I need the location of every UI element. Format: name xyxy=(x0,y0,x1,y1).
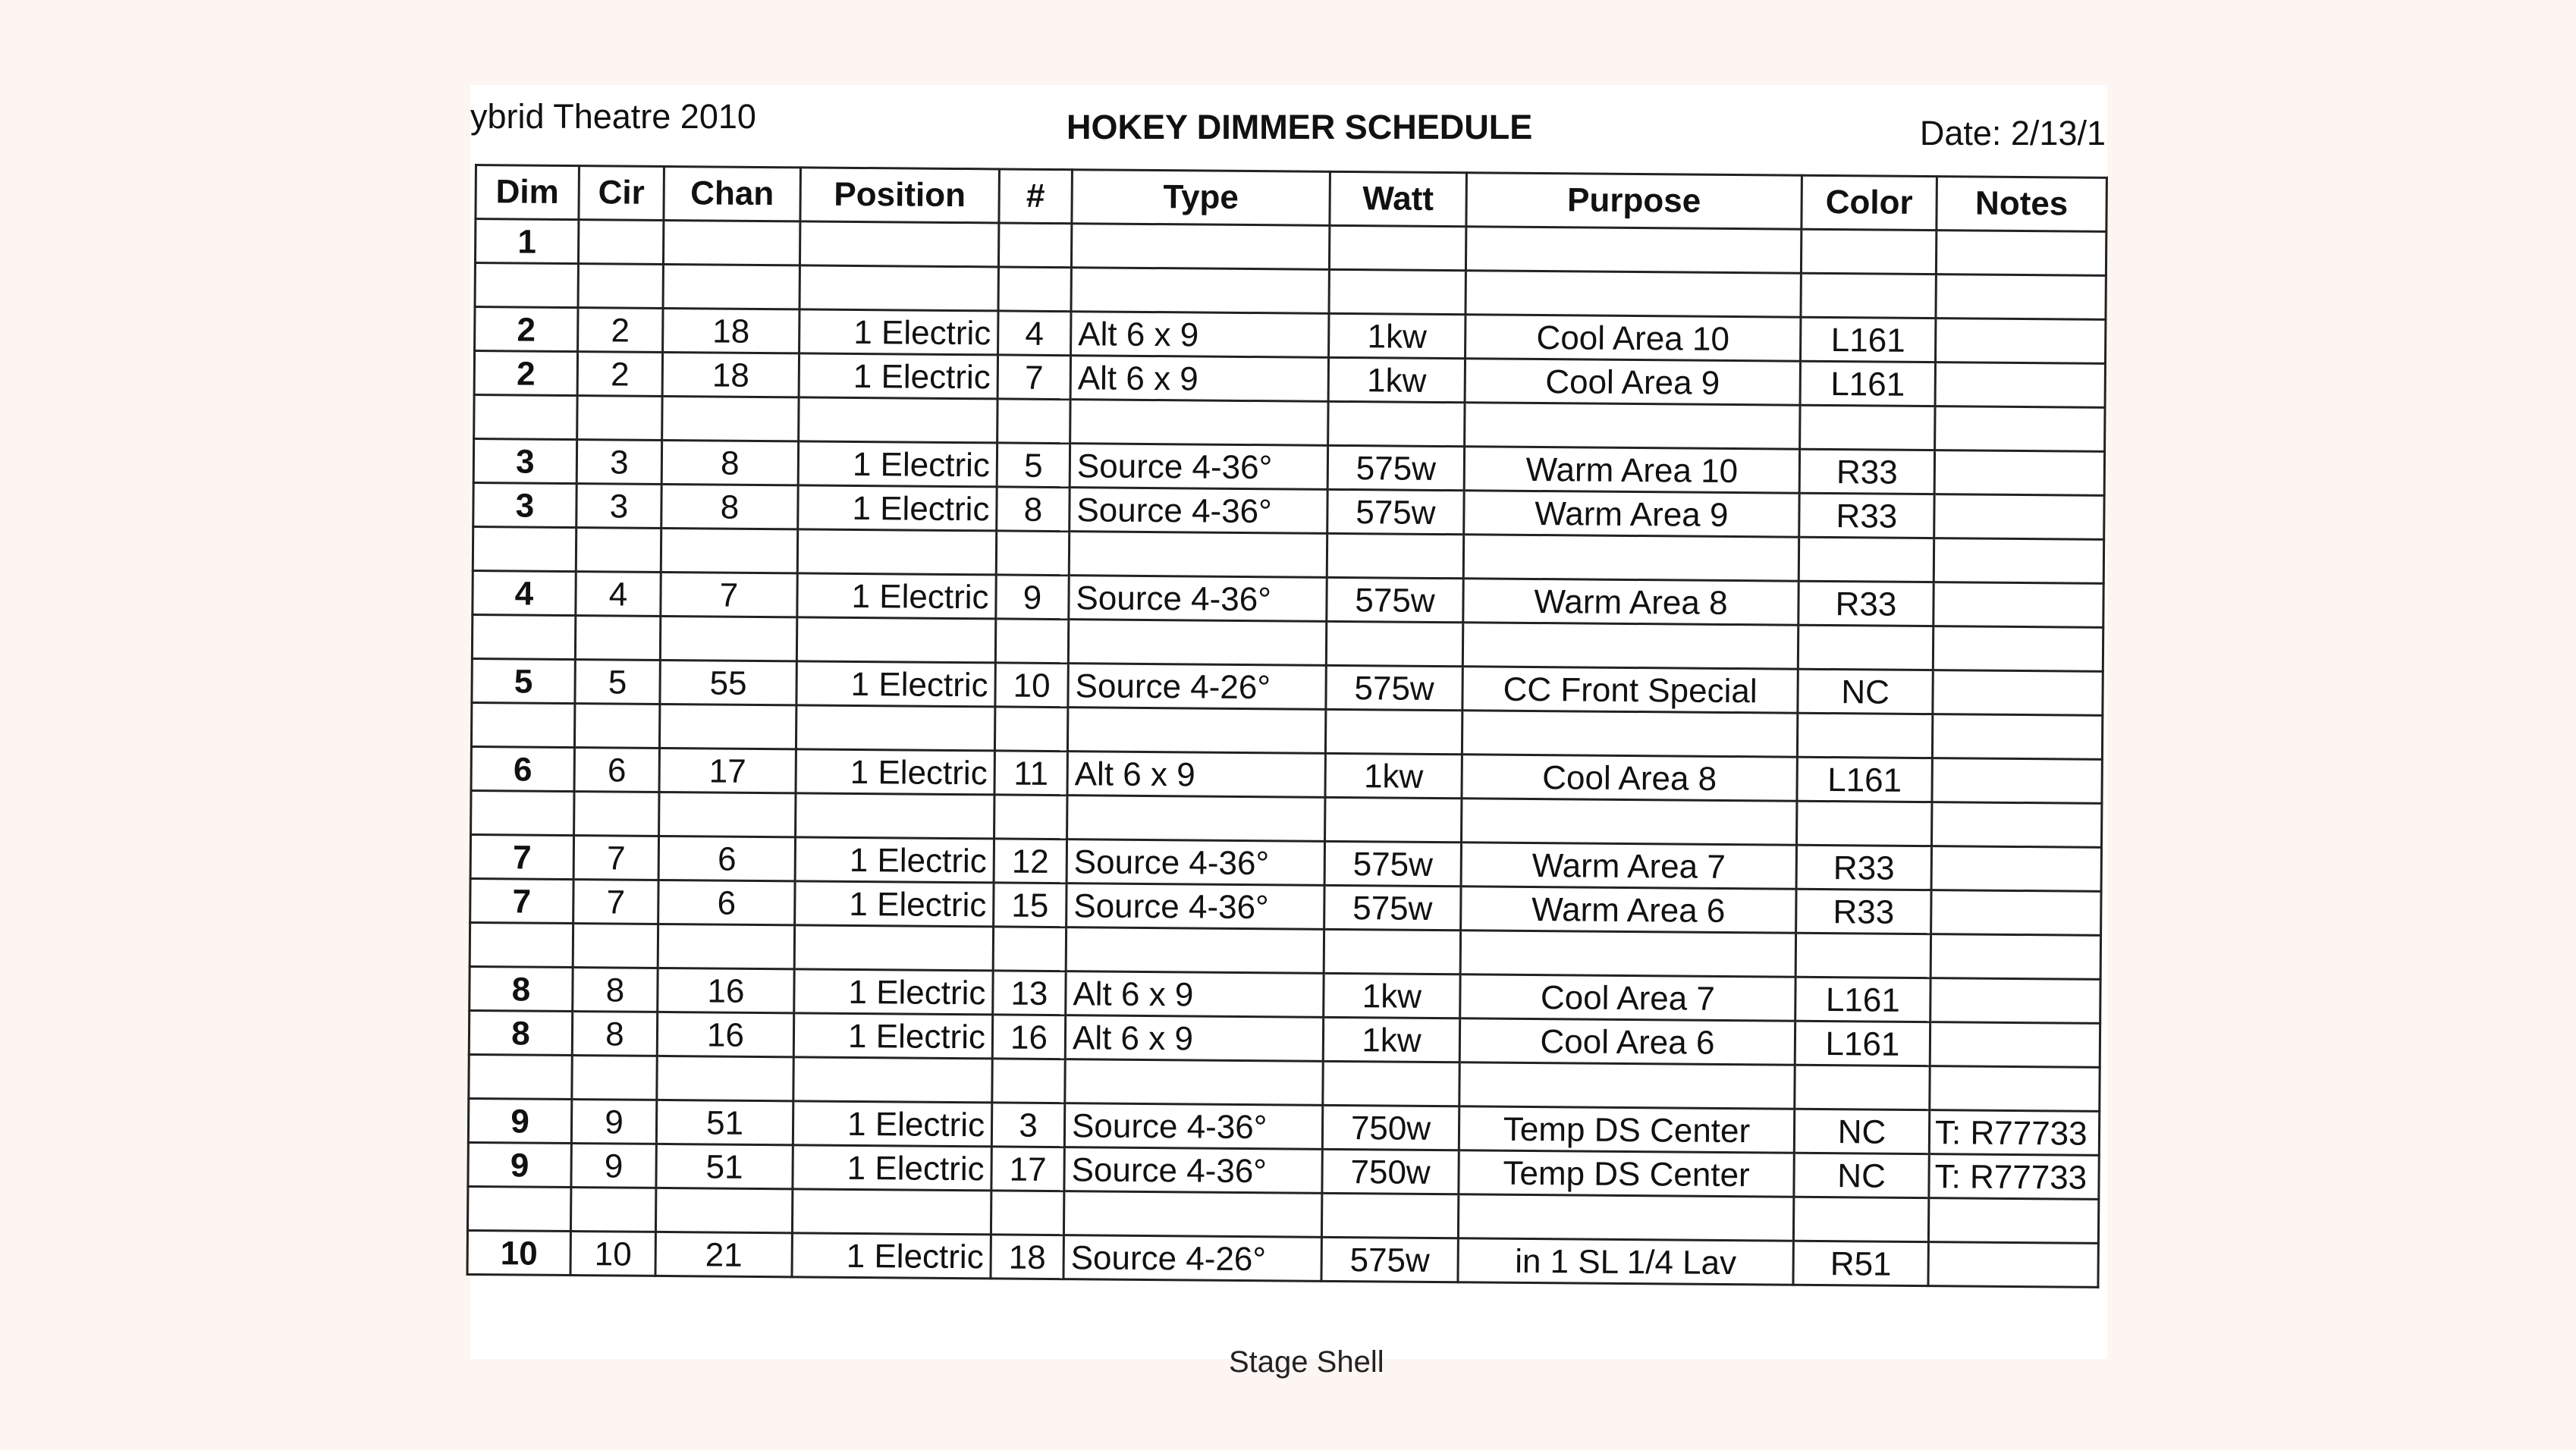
document-date: Date: 2/13/1 xyxy=(1919,114,2106,152)
cell-num: 15 xyxy=(994,883,1067,927)
cell-purpose: Warm Area 10 xyxy=(1464,447,1799,493)
cell-typ: Alt 6 x 9 xyxy=(1065,1015,1323,1062)
cell-cir: 9 xyxy=(571,1144,656,1188)
cell-note xyxy=(1928,1242,2098,1288)
cell-chan: 16 xyxy=(657,1012,793,1056)
cell-note xyxy=(1931,846,2101,892)
cell-dim: 6 xyxy=(471,746,574,791)
cell-purpose xyxy=(1465,403,1800,449)
cell-cir: 4 xyxy=(576,572,661,617)
cell-pos xyxy=(792,1189,991,1235)
cell-watt xyxy=(1324,929,1460,974)
cell-color xyxy=(1798,537,1934,582)
cell-pos: 1 Electric xyxy=(799,353,997,399)
cell-dim: 4 xyxy=(473,570,576,615)
cell-color: L161 xyxy=(1801,317,1936,362)
cell-typ: Alt 6 x 9 xyxy=(1070,356,1328,402)
cell-note: T: R77733 xyxy=(1929,1154,2099,1200)
cell-cir xyxy=(574,792,659,836)
cell-dim: 2 xyxy=(474,351,577,396)
cell-chan xyxy=(660,616,796,661)
cell-pos: 1 Electric xyxy=(796,749,994,795)
cell-watt: 1kw xyxy=(1323,1017,1459,1062)
cell-color xyxy=(1795,1065,1930,1109)
cell-chan xyxy=(658,924,794,968)
cell-typ: Source 4-36° xyxy=(1067,883,1324,930)
cell-cir: 8 xyxy=(572,1012,657,1056)
cell-chan: 8 xyxy=(661,440,798,485)
cell-chan: 8 xyxy=(661,484,798,529)
cell-note xyxy=(1934,582,2103,628)
cell-typ xyxy=(1066,927,1324,974)
cell-watt: 575w xyxy=(1321,1237,1458,1282)
cell-cir xyxy=(574,704,659,749)
cell-typ: Source 4-36° xyxy=(1064,1147,1322,1194)
scanned-document xyxy=(470,85,2107,1379)
cell-typ xyxy=(1070,400,1328,446)
cell-note xyxy=(1933,626,2103,672)
cell-pos xyxy=(796,705,994,751)
cell-note: T: R77733 xyxy=(1929,1110,2099,1156)
cell-note xyxy=(1933,670,2103,716)
column-header-purpose: Purpose xyxy=(1466,173,1802,229)
cell-cir: 2 xyxy=(577,352,662,397)
cell-num xyxy=(998,267,1071,312)
cell-color xyxy=(1793,1197,1928,1241)
dimmer-schedule-table xyxy=(466,164,2107,1288)
cell-typ xyxy=(1071,268,1329,314)
cell-note xyxy=(1934,450,2104,496)
cell-pos xyxy=(800,221,998,267)
cell-purpose: Cool Area 10 xyxy=(1465,315,1801,361)
cell-purpose xyxy=(1462,711,1797,757)
cell-num xyxy=(993,927,1066,971)
cell-pos: 1 Electric xyxy=(798,441,997,487)
cell-dim xyxy=(470,922,573,967)
cell-note xyxy=(1930,1066,2100,1112)
cell-cir: 3 xyxy=(576,440,661,485)
cell-watt: 575w xyxy=(1326,665,1462,710)
cell-color: R33 xyxy=(1798,581,1934,626)
cell-chan: 17 xyxy=(659,748,796,792)
cell-note xyxy=(1931,802,2101,848)
cell-watt xyxy=(1321,1193,1458,1238)
cell-note xyxy=(1936,231,2106,276)
cell-dim xyxy=(471,790,574,835)
cell-cir: 8 xyxy=(573,968,658,1012)
cell-num xyxy=(992,1059,1065,1103)
table-body xyxy=(467,219,2106,1288)
cell-dim: 2 xyxy=(475,307,578,352)
cell-dim: 8 xyxy=(470,966,573,1011)
cell-cir xyxy=(578,220,663,265)
cell-chan xyxy=(659,704,796,749)
cell-dim: 9 xyxy=(468,1142,571,1187)
cell-watt: 575w xyxy=(1324,841,1461,886)
cell-dim xyxy=(472,614,575,659)
cell-dim: 1 xyxy=(475,219,578,264)
cell-pos: 1 Electric xyxy=(800,309,998,355)
cell-pos xyxy=(797,529,996,575)
footer-text: Stage Shell xyxy=(1229,1345,1384,1379)
cell-pos xyxy=(800,265,998,311)
cell-color xyxy=(1801,273,1936,318)
cell-chan xyxy=(663,264,800,309)
cell-purpose: CC Front Special xyxy=(1462,667,1798,713)
cell-purpose: Warm Area 9 xyxy=(1464,491,1799,537)
theatre-name: ybrid Theatre 2010 xyxy=(470,97,756,136)
cell-dim xyxy=(474,395,577,440)
column-header-watt: Watt xyxy=(1330,171,1467,226)
cell-dim xyxy=(471,702,574,747)
column-header-color: Color xyxy=(1802,175,1937,230)
cell-watt: 1kw xyxy=(1324,973,1460,1018)
cell-watt: 750w xyxy=(1322,1149,1459,1194)
cell-num xyxy=(991,1191,1063,1235)
cell-color: NC xyxy=(1794,1153,1929,1197)
cell-watt: 750w xyxy=(1322,1105,1459,1150)
cell-typ: Source 4-26° xyxy=(1063,1235,1321,1282)
cell-pos xyxy=(793,1057,992,1103)
cell-color: L161 xyxy=(1797,757,1932,802)
cell-typ xyxy=(1065,1059,1323,1106)
cell-note xyxy=(1928,1198,2098,1244)
cell-chan: 18 xyxy=(662,352,799,397)
cell-note xyxy=(1930,1022,2100,1068)
cell-pos: 1 Electric xyxy=(793,1145,991,1191)
cell-color: L161 xyxy=(1795,977,1930,1022)
cell-cir: 10 xyxy=(570,1232,655,1276)
column-header-typ: Type xyxy=(1072,170,1330,226)
cell-note xyxy=(1934,538,2103,584)
cell-purpose xyxy=(1458,1194,1793,1241)
cell-typ: Source 4-36° xyxy=(1070,488,1327,534)
cell-dim: 7 xyxy=(470,834,573,879)
cell-num xyxy=(994,795,1067,840)
cell-num: 11 xyxy=(994,751,1067,796)
cell-purpose: Temp DS Center xyxy=(1459,1150,1794,1197)
cell-pos: 1 Electric xyxy=(793,1101,991,1147)
cell-cir xyxy=(575,616,660,661)
cell-typ xyxy=(1067,708,1325,754)
cell-color: R33 xyxy=(1796,889,1931,934)
cell-purpose xyxy=(1462,799,1797,845)
cell-dim: 8 xyxy=(469,1010,572,1055)
cell-watt xyxy=(1329,225,1465,270)
cell-chan xyxy=(661,528,797,573)
cell-pos xyxy=(799,397,997,443)
cell-color: R51 xyxy=(1793,1241,1928,1285)
cell-watt: 1kw xyxy=(1328,357,1465,402)
cell-cir: 2 xyxy=(578,308,663,353)
cell-note xyxy=(1932,758,2102,804)
cell-pos: 1 Electric xyxy=(794,969,993,1015)
cell-note xyxy=(1932,714,2102,760)
cell-cir xyxy=(577,396,662,441)
cell-color: R33 xyxy=(1799,449,1934,494)
cell-color: L161 xyxy=(1800,361,1935,406)
cell-chan: 51 xyxy=(656,1100,793,1144)
cell-cir: 9 xyxy=(571,1100,656,1144)
cell-dim xyxy=(467,1186,570,1231)
cell-chan xyxy=(662,396,799,441)
cell-num: 9 xyxy=(996,575,1069,620)
cell-pos: 1 Electric xyxy=(792,1233,991,1279)
cell-purpose: Cool Area 8 xyxy=(1462,755,1797,801)
cell-cir: 3 xyxy=(576,484,661,529)
cell-purpose xyxy=(1459,1062,1795,1109)
cell-num xyxy=(998,223,1071,268)
cell-num: 12 xyxy=(994,839,1067,883)
cell-cir: 7 xyxy=(573,836,658,880)
cell-typ: Source 4-36° xyxy=(1069,576,1327,622)
cell-chan: 6 xyxy=(658,836,795,880)
cell-color xyxy=(1801,229,1936,274)
cell-color xyxy=(1797,713,1932,758)
cell-num: 10 xyxy=(995,663,1068,708)
cell-color xyxy=(1796,801,1931,846)
cell-chan xyxy=(663,220,800,265)
cell-num: 3 xyxy=(991,1103,1064,1147)
cell-dim xyxy=(475,263,578,308)
cell-cir: 7 xyxy=(573,880,658,924)
cell-watt: 1kw xyxy=(1325,753,1462,798)
cell-note xyxy=(1936,275,2106,320)
cell-cir xyxy=(572,1056,657,1100)
document-title: HOKEY DIMMER SCHEDULE xyxy=(1067,108,1533,146)
cell-watt: 1kw xyxy=(1329,313,1465,358)
cell-watt xyxy=(1326,621,1462,666)
cell-note xyxy=(1935,362,2105,408)
cell-typ: Source 4-26° xyxy=(1068,664,1326,710)
cell-chan: 55 xyxy=(660,660,796,705)
cell-note xyxy=(1930,934,2100,980)
cell-purpose: Cool Area 6 xyxy=(1459,1018,1795,1065)
cell-num: 13 xyxy=(993,971,1066,1015)
cell-watt: 575w xyxy=(1324,885,1461,930)
cell-watt: 575w xyxy=(1327,489,1464,534)
cell-typ: Alt 6 x 9 xyxy=(1067,752,1325,798)
cell-purpose xyxy=(1460,931,1795,977)
cell-typ: Source 4-36° xyxy=(1067,840,1324,886)
cell-color: L161 xyxy=(1795,1021,1930,1066)
cell-dim: 9 xyxy=(468,1098,571,1143)
cell-purpose xyxy=(1465,271,1801,317)
cell-dim xyxy=(469,1054,572,1099)
cell-purpose: Temp DS Center xyxy=(1459,1106,1794,1153)
cell-purpose xyxy=(1465,227,1801,273)
cell-typ xyxy=(1063,1191,1321,1238)
cell-color: NC xyxy=(1794,1109,1929,1153)
cell-note xyxy=(1931,890,2101,936)
cell-pos xyxy=(794,925,993,971)
cell-pos xyxy=(796,793,994,839)
cell-note xyxy=(1935,406,2105,452)
cell-num: 7 xyxy=(997,355,1070,400)
cell-watt xyxy=(1327,533,1463,578)
cell-num: 17 xyxy=(991,1147,1064,1191)
cell-num: 4 xyxy=(998,311,1071,356)
cell-purpose: Warm Area 6 xyxy=(1461,887,1796,933)
cell-pos: 1 Electric xyxy=(798,485,997,531)
cell-watt xyxy=(1323,1061,1459,1106)
cell-dim: 7 xyxy=(470,878,573,923)
column-header-dim: Dim xyxy=(476,165,580,220)
cell-pos: 1 Electric xyxy=(793,1013,992,1059)
cell-typ xyxy=(1068,620,1326,666)
cell-purpose: Warm Area 7 xyxy=(1461,843,1796,889)
cell-purpose xyxy=(1462,623,1798,669)
cell-chan: 21 xyxy=(655,1232,792,1276)
cell-cir xyxy=(570,1188,655,1232)
cell-chan: 7 xyxy=(661,572,797,617)
column-header-num: # xyxy=(999,169,1073,224)
cell-pos: 1 Electric xyxy=(795,881,994,927)
cell-watt xyxy=(1325,797,1462,842)
cell-chan xyxy=(655,1188,792,1232)
cell-color: R33 xyxy=(1796,845,1931,890)
cell-cir: 5 xyxy=(575,660,660,705)
cell-watt xyxy=(1329,269,1465,314)
cell-purpose: in 1 SL 1/4 Lav xyxy=(1458,1238,1793,1285)
cell-pos: 1 Electric xyxy=(796,661,995,707)
cell-chan xyxy=(659,792,796,836)
cell-note xyxy=(1934,494,2104,540)
cell-chan xyxy=(657,1056,793,1100)
cell-dim: 3 xyxy=(473,439,576,484)
cell-num xyxy=(996,531,1069,576)
cell-color xyxy=(1798,625,1933,670)
cell-note xyxy=(1930,978,2100,1024)
cell-note xyxy=(1936,319,2106,364)
cell-pos xyxy=(796,617,995,663)
cell-dim xyxy=(473,526,576,571)
cell-dim: 3 xyxy=(473,482,576,527)
cell-num xyxy=(995,619,1068,664)
cell-num xyxy=(994,707,1067,752)
cell-cir xyxy=(576,528,661,573)
cell-typ: Alt 6 x 9 xyxy=(1066,971,1324,1018)
cell-typ xyxy=(1069,532,1327,578)
cell-purpose: Warm Area 8 xyxy=(1463,579,1798,625)
cell-watt: 575w xyxy=(1327,577,1463,622)
column-header-pos: Position xyxy=(800,168,1000,223)
cell-chan: 18 xyxy=(663,308,800,353)
cell-num: 8 xyxy=(997,487,1070,532)
cell-typ: Alt 6 x 9 xyxy=(1071,312,1329,358)
cell-color xyxy=(1795,933,1930,978)
cell-pos: 1 Electric xyxy=(795,837,994,883)
cell-typ xyxy=(1067,796,1325,842)
cell-cir: 6 xyxy=(574,748,659,792)
cell-typ: Source 4-36° xyxy=(1070,444,1327,490)
cell-dim: 10 xyxy=(467,1230,570,1275)
cell-num: 5 xyxy=(997,443,1070,488)
cell-color: R33 xyxy=(1799,493,1934,538)
cell-chan: 16 xyxy=(658,968,794,1012)
cell-dim: 5 xyxy=(472,658,575,703)
cell-cir xyxy=(573,924,658,968)
cell-chan: 6 xyxy=(658,880,795,924)
cell-chan: 51 xyxy=(656,1144,793,1188)
cell-purpose: Cool Area 7 xyxy=(1460,975,1795,1021)
cell-typ xyxy=(1071,224,1329,270)
cell-cir xyxy=(578,264,663,309)
cell-watt xyxy=(1328,401,1465,446)
cell-watt: 575w xyxy=(1327,445,1464,490)
cell-purpose xyxy=(1463,535,1798,581)
cell-watt xyxy=(1325,709,1462,754)
cell-purpose: Cool Area 9 xyxy=(1465,359,1800,405)
cell-num xyxy=(997,399,1070,444)
cell-typ: Source 4-36° xyxy=(1064,1103,1322,1150)
column-header-note: Notes xyxy=(1937,177,2107,232)
cell-num: 16 xyxy=(992,1015,1065,1059)
cell-num: 18 xyxy=(991,1235,1063,1279)
cell-color: NC xyxy=(1798,669,1933,714)
column-header-chan: Chan xyxy=(664,166,801,221)
cell-color xyxy=(1800,405,1935,450)
cell-pos: 1 Electric xyxy=(797,573,996,619)
column-header-cir: Cir xyxy=(579,166,664,221)
